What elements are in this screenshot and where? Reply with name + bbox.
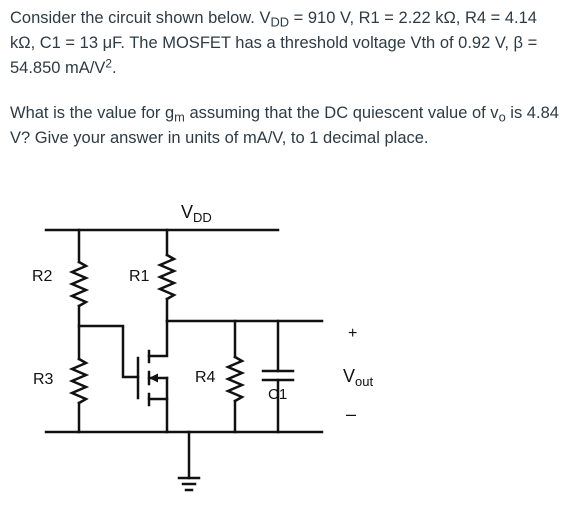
- r1-resistor: [160, 255, 174, 299]
- gate-wire: [79, 326, 138, 377]
- r1-label: R1: [129, 268, 150, 285]
- mosfet-arrow-icon: [149, 374, 158, 383]
- r4-label: R4: [195, 369, 216, 386]
- vo-subscript: o: [498, 109, 506, 125]
- c1-label: C1: [268, 386, 288, 403]
- mosfet-drain-lead: [149, 321, 167, 356]
- vdd-label: $V_{DD}$: [181, 202, 212, 225]
- gm-subscript: m: [174, 109, 185, 125]
- r3-label: R3: [33, 371, 54, 388]
- vout-plus-sign: +: [348, 325, 358, 342]
- question-text-start: Consider the circuit shown below. V: [10, 9, 271, 27]
- question-values-text: = 910 V, R1 = 2.22 kΩ, R4 = 4.14 kΩ, C1 = 13 μF. The MOSFET has a threshold voltage Vth of 0.92 V, β = 54.850 mA/V: [10, 9, 538, 77]
- r3-resistor: [72, 359, 86, 403]
- question-period: .: [112, 59, 117, 77]
- squared-superscript: 2: [105, 56, 112, 71]
- r4-resistor: [228, 357, 242, 401]
- vdd-subscript: DD: [270, 14, 290, 30]
- vout-minus-sign: –: [346, 404, 357, 424]
- gm-question-start: What is the value for g: [10, 104, 175, 122]
- gm-question-end: is 4.84 V? Give your answer in units of mA/V, to 1 decimal place.: [10, 104, 559, 147]
- gm-question-middle: assuming that the DC quiescent value of v: [184, 104, 499, 122]
- r2-label: R2: [32, 268, 53, 285]
- r2-resistor: [72, 262, 86, 306]
- vout-label: $V_{out}$: [343, 366, 374, 389]
